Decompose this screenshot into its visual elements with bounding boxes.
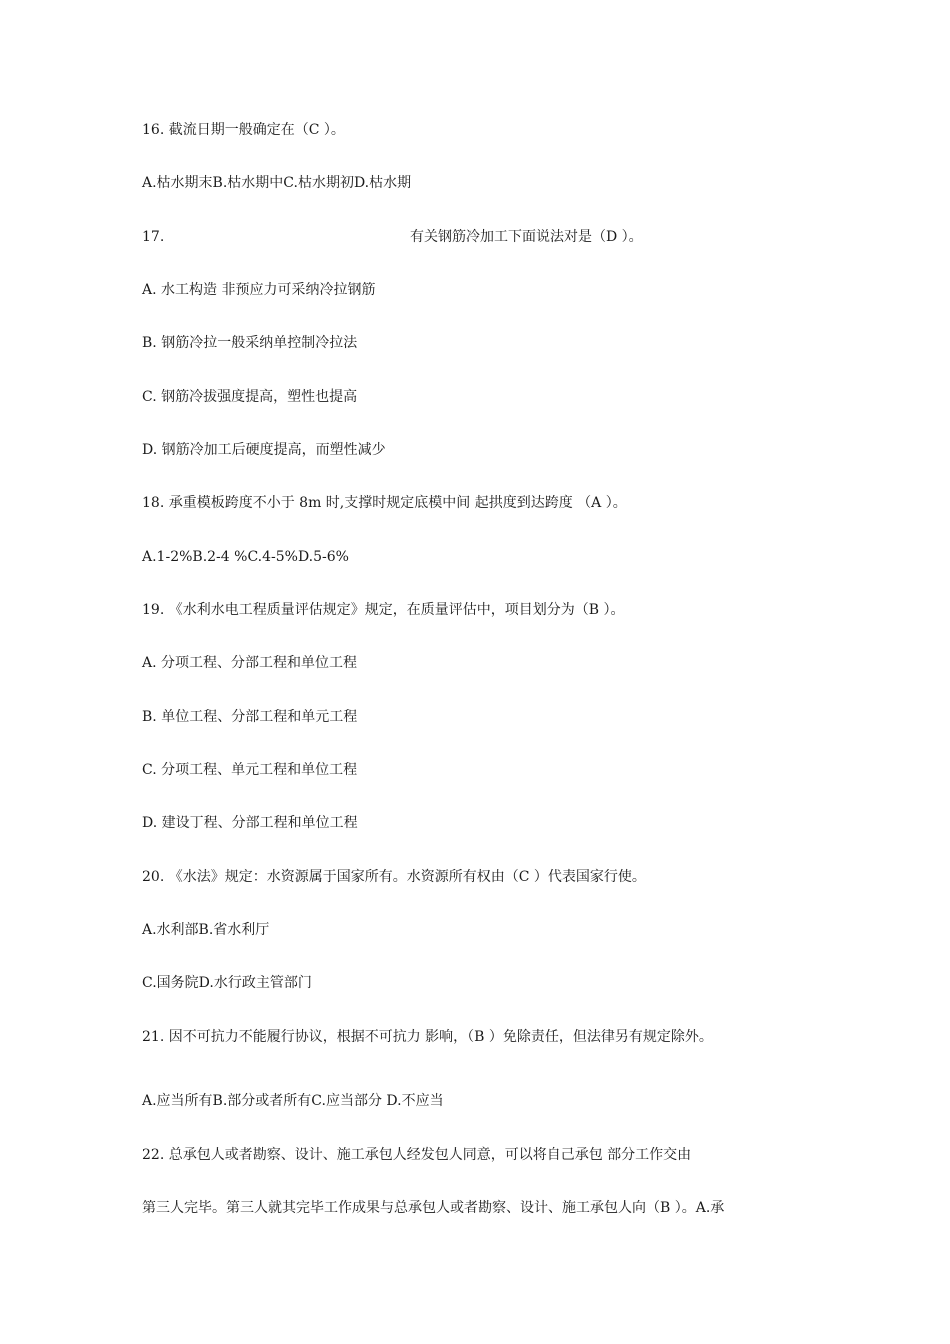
question-19-option-b: B. 单位工程、分部工程和单元工程 [142, 709, 358, 725]
question-18: 18. 承重模板跨度不小于 8m 时,支撑时规定底模中间 起拱度到达跨度 （A ）。 [142, 495, 627, 511]
question-21: 21. 因不可抗力不能履行协议，根据不可抗力 影响，（B ）免除责任，但法律另有规定除外。 [142, 1029, 713, 1045]
question-19-option-d: D. 建设丁程、分部工程和单位工程 [142, 815, 358, 831]
question-18-options: A.1-2%B.2-4 %C.4-5%D.5-6% [142, 549, 349, 565]
question-17 [142, 228, 842, 246]
question-17-option-d: D. 钢筋冷加工后硬度提高，而塑性减少 [142, 442, 386, 458]
question-22: 22. 总承包人或者勘察、设计、施工承包人经发包人同意，可以将自己承包 部分工作交由 [142, 1147, 692, 1163]
question-17-option-c: C. 钢筋冷拔强度提高，塑性也提高 [142, 389, 358, 405]
question-17-number: 17. [142, 229, 165, 245]
question-19: 19. 《水利水电工程质量评估规定》规定，在质量评估中，项目划分为（B ）。 [142, 602, 625, 618]
question-21-options: A.应当所有B.部分或者所有C.应当部分 D.不应当 [142, 1093, 444, 1109]
question-17-option-a: A. 水工构造 非预应力可采纳冷拉钢筋 [142, 282, 376, 298]
question-20: 20. 《水法》规定：水资源属于国家所有。水资源所有权由（C ）代表国家行使。 [142, 869, 646, 885]
question-16: 16. 截流日期一般确定在（C ）。 [142, 122, 345, 138]
question-20-options-ab: A.水利部B.省水利厅 [142, 922, 270, 938]
question-19-option-a: A. 分项工程、分部工程和单位工程 [142, 655, 358, 671]
question-16-options: A.枯水期末B.枯水期中C.枯水期初D.枯水期 [142, 175, 412, 191]
question-22-continued: 第三人完毕。第三人就其完毕工作成果与总承包人或者勘察、设计、施工承包人向（B ）。A.承 [142, 1200, 725, 1216]
question-17-text: 有关钢筋冷加工下面说法对是（D ）。 [410, 229, 643, 245]
question-20-options-cd: C.国务院D.水行政主管部门 [142, 975, 312, 991]
question-19-option-c: C. 分项工程、单元工程和单位工程 [142, 762, 358, 778]
question-17-option-b: B. 钢筋冷拉一般采纳单控制冷拉法 [142, 335, 358, 351]
